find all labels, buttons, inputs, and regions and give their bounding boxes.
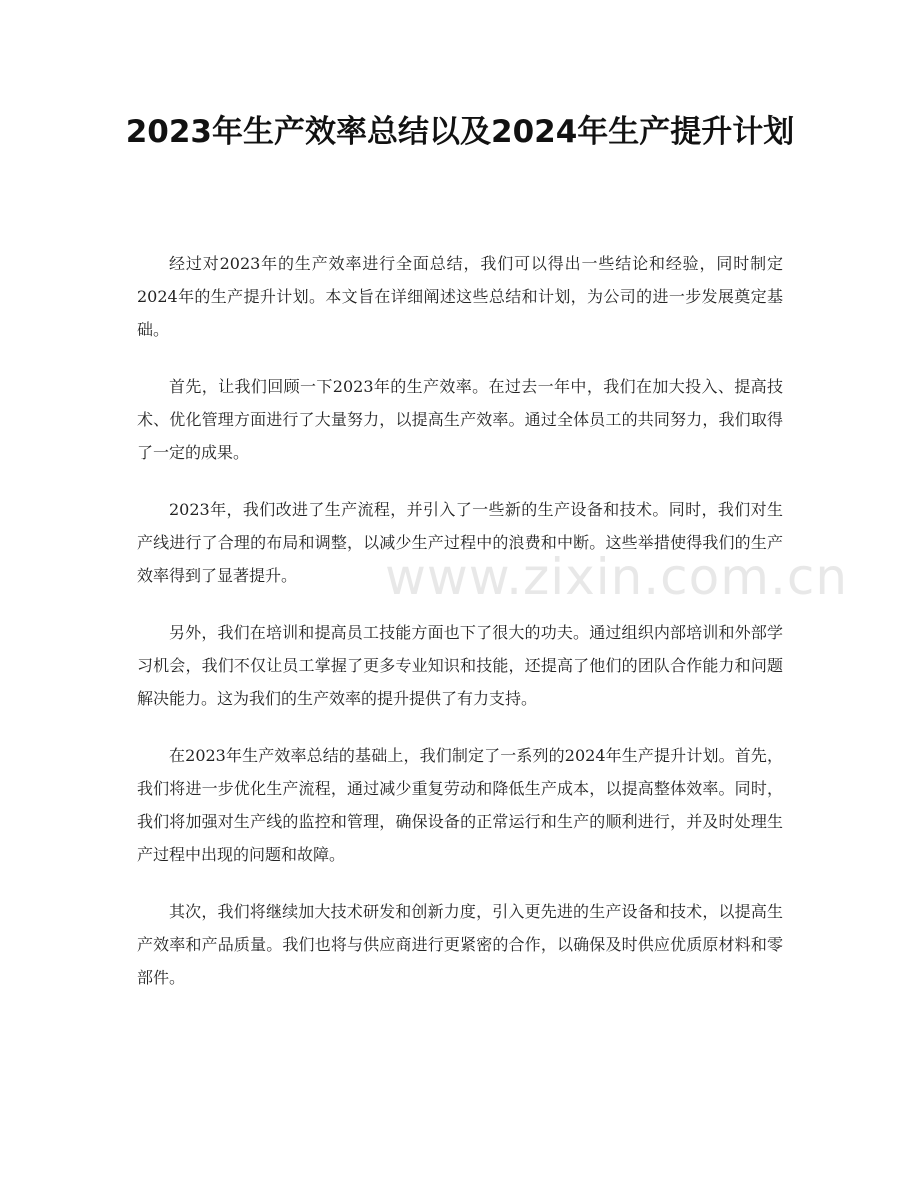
watermark: www.zixin.com.cn — [385, 548, 849, 606]
paragraph-5: 在2023年生产效率总结的基础上，我们制定了一系列的2024年生产提升计划。首先，我们将进一步优化生产流程，通过减少重复劳动和降低生产成本，以提高整体效率。同时，我们将加强对生产线的监控和管理，确保设备的正常运行和生产的顺利进行，并及时处理生产过程中出现的问题和故障。 — [137, 746, 783, 864]
paragraph-3: 2023年，我们改进了生产流程，并引入了一些新的生产设备和技术。同时，我们对生产线进行了合理的布局和调整，以减少生产过程中的浪费和中断。这些举措使得我们的生产效率得到了显著提升。 — [137, 500, 783, 585]
paragraph-6: 其次，我们将继续加大技术研发和创新力度，引入更先进的生产设备和技术，以提高生产效率和产品质量。我们也将与供应商进行更紧密的合作，以确保及时供应优质原材料和零部件。 — [137, 902, 783, 987]
paragraph-4: 另外，我们在培训和提高员工技能方面也下了很大的功夫。通过组织内部培训和外部学习机会，我们不仅让员工掌握了更多专业知识和技能，还提高了他们的团队合作能力和问题解决能力。这为我们的生产效率的提升提供了有力支持。 — [137, 623, 783, 708]
document-title: 2023年生产效率总结以及2024年生产提升计划 — [125, 114, 795, 150]
document-body — [137, 247, 783, 1018]
paragraph-2: 首先，让我们回顾一下2023年的生产效率。在过去一年中，我们在加大投入、提高技术、优化管理方面进行了大量努力，以提高生产效率。通过全体员工的共同努力，我们取得了一定的成果。 — [137, 377, 783, 462]
paragraph-1: 经过对2023年的生产效率进行全面总结，我们可以得出一些结论和经验，同时制定2024年的生产提升计划。本文旨在详细阐述这些总结和计划，为公司的进一步发展奠定基础。 — [137, 254, 783, 339]
